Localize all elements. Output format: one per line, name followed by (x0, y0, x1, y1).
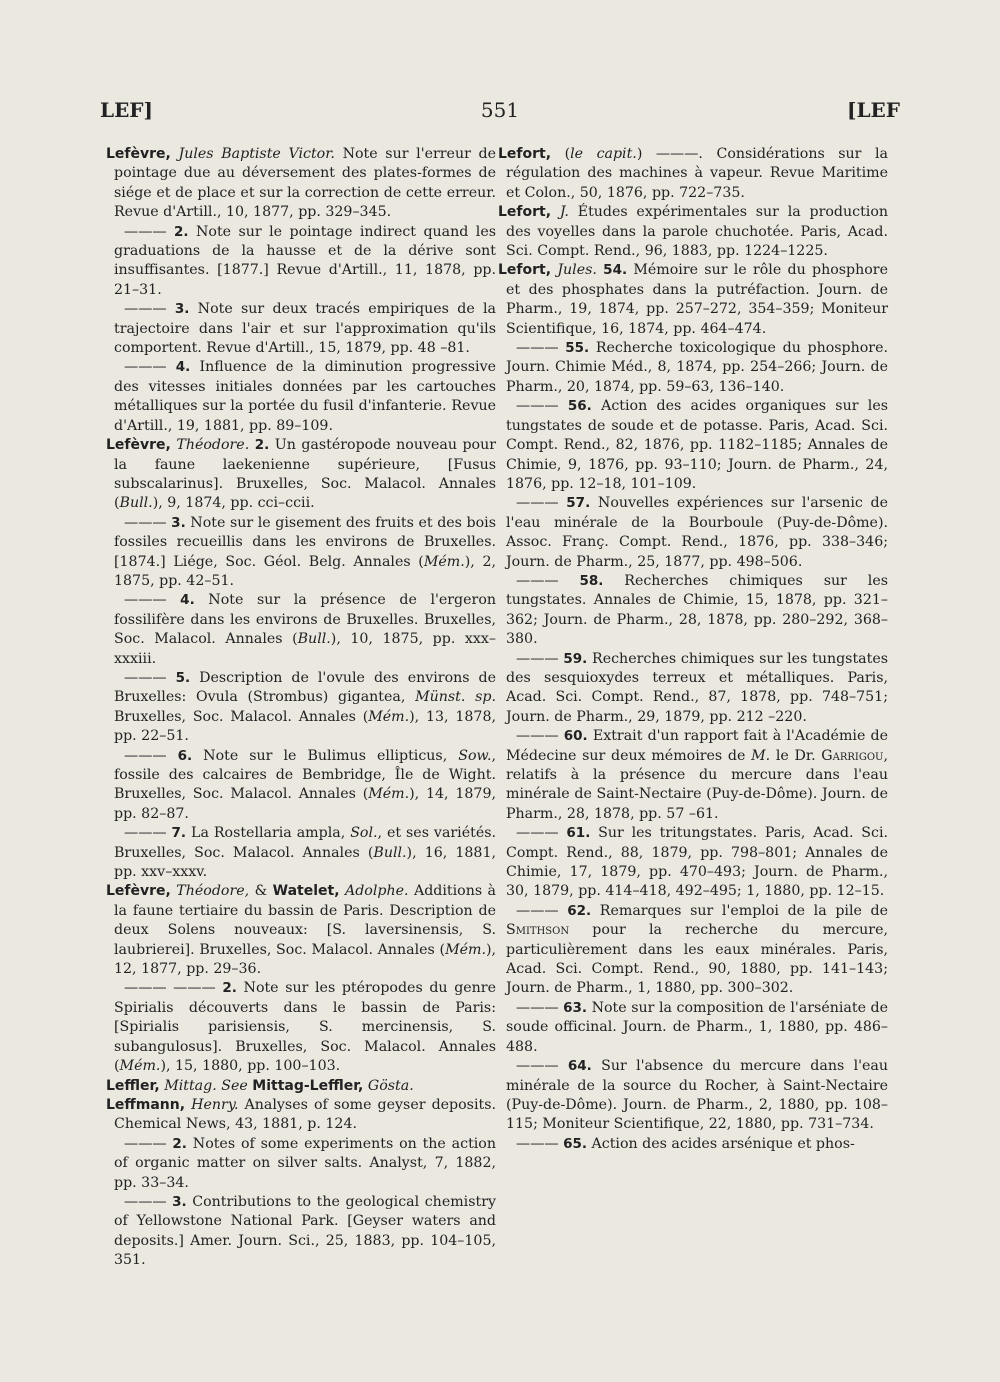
entry-text: ), 14, 1879, pp. 82–87. (114, 786, 496, 822)
entry-text: , et ses variétés. Bruxelles, Soc. Malacol. Annales ( (114, 825, 497, 861)
author-heading: Lefèvre, (106, 146, 171, 162)
bibliography-subentry (106, 1135, 496, 1193)
entry-number: 2. (174, 223, 189, 240)
entry-text: ), 13, 1878, pp. 22–51. (114, 708, 496, 745)
italic-text: le capit. (570, 146, 637, 162)
entry-text: ——— (516, 398, 568, 415)
author-heading: Mittag-Leffler, (252, 1077, 364, 1094)
bibliography-entry (106, 436, 496, 514)
right-column (498, 145, 888, 1154)
entry-text: Un gastéropode nouveau pour la faune laekenienne supérieure, [Fusus subscalarinus]. Bruxelles, Soc. Malacol. Annales ( (114, 437, 497, 512)
bibliography-entry (106, 1096, 496, 1135)
entry-number: 62. (567, 902, 592, 919)
entry-text: ——— (516, 902, 568, 919)
entry-text: ——— (124, 825, 172, 842)
header-left: LEF] (100, 98, 153, 122)
entry-text: Note sur le gisement des fruits et des bois fossiles recueillis dans les environs de Bruxelles. [1874.] Liége, Soc. Géol. Belg. Annales ( (114, 514, 496, 570)
entry-text: & (249, 883, 273, 900)
bibliography-entry (106, 1077, 496, 1096)
bibliography-entry (106, 145, 496, 223)
entry-text: Influence de la diminution progressive des vitesses initiales données par les cartouches métalliques sur la portée du fusil d'infanterie. Revue d'Artill., 19, 1881, pp. 89–109. (114, 359, 496, 434)
entry-text: Notes of some experiments on the action of organic matter on silver salts. Analyst, 7, 1882, pp. 33–34. (114, 1135, 496, 1191)
entry-text: ——— (516, 495, 567, 512)
entry-text: ——— (124, 1193, 173, 1210)
author-heading: Lefèvre, (106, 437, 171, 454)
bibliography-subentry (498, 1135, 888, 1154)
bibliography-subentry (498, 572, 888, 650)
entry-text: ), 15, 1880, pp. 100–103. (160, 1058, 341, 1075)
italic-text: Münst. sp. (415, 689, 496, 706)
entry-text: Note sur la composition de l'arséniate de soude officinal. Journ. de Pharm., 1, 1880, pp. 486–488. (506, 999, 888, 1055)
italic-text: Mém. (423, 553, 465, 570)
entry-number: 2. (222, 980, 237, 997)
entry-number: 55. (565, 340, 590, 357)
small-caps-name: Smithson (506, 922, 570, 939)
left-column (106, 145, 496, 1271)
entry-text: Note sur le pointage indirect quand les graduations de la hausse et de la dérive sont insuffisantes. [1877.] Revue d'Artill., 11, 1878, pp. 21–31. (114, 223, 496, 298)
italic-text: Bull. (119, 495, 153, 512)
entry-text: Bruxelles, Soc. Malacol. Annales ( (114, 708, 369, 725)
entry-number: 5. (175, 669, 191, 686)
bibliography-subentry (498, 902, 888, 999)
entry-text: , relatifs à la présence du mercure dans l'eau minérale de Saint-Nectaire (Puy-de-Dôme). Journ. de Pharm., 28, 1878, pp. 57 –61. (506, 747, 888, 822)
entry-number: 4. (180, 592, 195, 609)
entry-number: 65. (563, 1135, 587, 1152)
entry-text: Note sur le Bulimus ellipticus, (192, 747, 459, 764)
entry-text: ), 16, 1881, pp. xxv–xxxv. (114, 844, 496, 881)
entry-text: ——— (516, 1135, 564, 1152)
author-heading: Lefort, (498, 262, 552, 279)
bibliography-subentry (106, 747, 496, 825)
italic-text: Bull. (297, 631, 331, 648)
entry-number: 3. (172, 1193, 187, 1210)
bibliography-subentry (498, 397, 888, 494)
entry-text: ——— (516, 340, 566, 357)
header-right: [LEF (847, 98, 900, 122)
entry-text: Extrait d'un rapport fait à l'Académie de Médecine sur deux mémoires de (506, 728, 888, 764)
entry-text: ——— (124, 669, 176, 686)
entry-text: Études expérimentales sur la production des voyelles dans la parole chuchotée. Paris, Acad. Sci. Compt. Rend., 96, 1883, pp. 1224–1225. (506, 204, 888, 260)
entry-text (171, 146, 179, 162)
entry-text: Note sur la présence de l'ergeron fossilifère dans les environs de Bruxelles. Bruxelles, Soc. Malacol. Annales ( (114, 592, 496, 648)
bibliography-subentry (498, 1057, 888, 1135)
entry-number: 6. (177, 747, 193, 764)
entry-text (551, 204, 560, 220)
entry-text: ——— (516, 728, 564, 745)
entry-text: Action des acides arsénique et phos- (587, 1135, 855, 1152)
italic-text: Mém. (368, 786, 410, 803)
italic-text: Sol. (350, 825, 378, 842)
entry-text: ), 9, 1874, pp. cci–ccii. (152, 495, 315, 512)
page-number: 551 (480, 98, 520, 122)
italic-text: Bull. (373, 844, 407, 861)
author-heading: Leffmann, (106, 1096, 186, 1113)
entry-text: ( (551, 146, 571, 162)
italic-text: Gösta. (367, 1077, 414, 1094)
entry-text: Additions à la faune tertiaire du bassin de Paris. Description de deux Solens nouveaux: [S. laversinensis, S. laubrierei]. Bruxelles, Soc. Malacol. Annales ( (114, 883, 496, 958)
entry-number: 54. (603, 262, 628, 279)
bibliography-entry (106, 882, 496, 979)
entry-number: 3. (174, 301, 190, 318)
bibliography-subentry (106, 223, 496, 301)
entry-text: le Dr. (770, 747, 822, 764)
bibliography-subentry (498, 650, 888, 728)
italic-text: Jules Baptiste Victor. (178, 146, 335, 162)
entry-text: Mémoire sur le rôle du phosphore et des phosphates dans la putréfaction. Journ. de Pharm., 19, 1874, pp. 257–272, 354–359; Moniteur Scientifique, 16, 1874, pp. 464–474. (506, 262, 888, 337)
bibliography-subentry (498, 727, 888, 824)
bibliography-entry (498, 145, 888, 203)
entry-text: Description de l'ovule des environs de Bruxelles: Ovula (Strombus) gigantea, (114, 669, 496, 706)
entry-text: ——— (124, 223, 175, 240)
entry-text: ——— (516, 572, 580, 589)
entry-number: 2. (172, 1135, 187, 1152)
entry-number: 58. (579, 572, 604, 589)
italic-text: Mém. (119, 1058, 161, 1075)
entry-text: ——— (124, 359, 176, 376)
running-header (0, 98, 1000, 130)
entry-text: ——— (516, 1058, 568, 1075)
entry-text: Recherches chimiques sur les tungstates des sesquioxydes terreux et métalliques. Paris, Acad. Sci. Compt. Rend., 87, 1878, pp. 748–751; Journ. de Pharm., 29, 1879, pp. 212 –220. (506, 650, 889, 725)
italic-text: Théodore, (176, 883, 250, 900)
entry-text: ——— (124, 747, 178, 764)
entry-text: ) ———. Considérations sur la régulation des machines à vapeur. Revue Maritime et Colon., 50, 1876, pp. 722–735. (506, 146, 888, 201)
entry-number: 63. (563, 999, 588, 1016)
bibliography-entry (498, 261, 888, 339)
entry-text: ——— (124, 514, 172, 531)
italic-text: Jules. (557, 262, 597, 279)
bibliography-entry (498, 203, 888, 261)
bibliography-subentry (106, 591, 496, 669)
entry-text: Note sur les ptéropodes du genre Spirialis découverts dans le bassin de Paris: [Spirialis parisiensis, S. mercinensis, S. subangulosus]. Bruxelles, Soc. Malacol. Annales ( (114, 980, 496, 1075)
entry-text: Analyses of some geyser deposits. Chemical News, 43, 1881, p. 124. (114, 1096, 496, 1133)
entry-text: Recherche toxicologique du phosphore. Journ. Chimie Méd., 8, 1874, pp. 254–266; Journ. de Pharm., 20, 1874, pp. 59–63, 136–140. (506, 340, 888, 395)
entry-text: Contributions to the geological chemistry of Yellowstone National Park. [Geyser waters and deposits.] Amer. Journ. Sci., 25, 1883, pp. 104–105, 351. (114, 1193, 496, 1269)
entry-text: ——— (124, 1135, 173, 1152)
bibliography-subentry (106, 824, 496, 882)
entry-text: ), 10, 1875, pp. xxx–xxxiii. (114, 631, 496, 667)
bibliography-subentry (106, 300, 496, 358)
entry-text: Nouvelles expériences sur l'arsenic de l'eau minérale de la Bourboule (Puy-de-Dôme). Assoc. Franç. Compt. Rend., 1876, pp. 338–346; Journ. de Pharm., 25, 1877, pp. 498–506. (506, 495, 889, 570)
author-heading: Leffler, (106, 1077, 160, 1094)
entry-number: 2. (254, 437, 270, 454)
italic-text: Mém. (445, 941, 486, 958)
entry-text: ——— (516, 825, 567, 842)
entry-number: 61. (566, 825, 591, 842)
entry-text: ——— (124, 301, 175, 318)
entry-text: Remarques sur l'emploi de la pile de (591, 902, 888, 919)
author-heading: Lefort, (498, 204, 552, 221)
bibliography-subentry (498, 999, 888, 1057)
bibliography-subentry (498, 339, 888, 397)
entry-text: La Rostellaria ampla, (186, 825, 351, 842)
italic-text: M. (751, 747, 771, 764)
entry-text: Note sur l'erreur de pointage due au déversement des plates-formes de siége et de place et sur la correction de cette erreur. Revue d'Artill., 10, 1877, pp. 329–345. (114, 146, 497, 221)
entry-number: 64. (567, 1058, 592, 1075)
entry-text: ), 2, 1875, pp. 42–51. (114, 553, 496, 589)
entry-text: Action des acides organiques sur les tungstates de soude et de potasse. Paris, Acad. Sci. Compt. Rend., 82, 1876, pp. 1182–1185; Annales de Chimie, 9, 1876, pp. 93–110; Journ. de Pharm., 24, 1876, pp. 12–18, 101–109. (506, 398, 889, 492)
entry-text: pour la recherche du mercure, particulièrement dans les eaux minérales. Paris, Acad. Sci. Compt. Rend., 90, 1880, pp. 141–143; Journ. de Pharm., 1, 1880, pp. 300–302. (506, 922, 888, 997)
entry-number: 7. (171, 825, 187, 842)
italic-text: Mém. (368, 708, 410, 725)
author-heading: Lefèvre, (106, 883, 171, 900)
bibliography-subentry (106, 1193, 496, 1271)
entry-number: 57. (566, 495, 591, 512)
italic-text: Théodore. (176, 437, 250, 454)
entry-number: 59. (563, 650, 588, 667)
entry-text: ——— (124, 592, 181, 609)
entry-text: Note sur deux tracés empiriques de la trajectoire dans l'air et sur l'approximation qu'ils comportent. Revue d'Artill., 15, 1879, pp. 48 –81. (114, 301, 496, 357)
small-caps-name: Garrigou (821, 747, 884, 764)
entry-number: 56. (567, 398, 592, 415)
entry-text: ), 12, 1877, pp. 29–36. (114, 941, 496, 978)
author-heading: Watelet, (272, 883, 340, 900)
bibliography-subentry (106, 669, 496, 747)
entry-text: , fossile des calcaires de Bembridge, Île de Wight. Bruxelles, Soc. Malacol. Annales ( (114, 747, 496, 803)
entry-text: ——— (516, 650, 564, 667)
entry-text: Sur les tritungstates. Paris, Acad. Sci. Compt. Rend., 88, 1879, pp. 798–801; Annales de Chimie, 17, 1879, pp. 470–493; Journ. de Pharm., 30, 1879, pp. 414–418, 492–495; 1, 1880, pp. 12–15. (506, 825, 888, 900)
bibliography-subentry (106, 514, 496, 592)
bibliography-subentry (498, 494, 888, 572)
italic-text: Henry. (191, 1096, 239, 1113)
italic-text: Adolphe. (344, 883, 409, 900)
italic-text: J. (559, 204, 569, 221)
italic-text: Mittag. See (164, 1077, 248, 1094)
author-heading: Lefort, (498, 146, 552, 162)
bibliography-subentry (106, 358, 496, 436)
entry-text: ——— (516, 999, 564, 1016)
entry-number: 4. (175, 359, 191, 376)
entry-number: 3. (171, 514, 186, 531)
entry-text: ——— ——— (124, 980, 223, 997)
bibliography-subentry (498, 824, 888, 902)
bibliography-subentry (106, 979, 496, 1076)
entry-number: 60. (563, 728, 588, 745)
entry-text: Recherches chimiques sur les tungstates. Annales de Chimie, 15, 1878, pp. 321–362; Journ. de Pharm., 28, 1878, pp. 280–292, 368–380. (506, 572, 889, 648)
entry-text: Sur l'absence du mercure dans l'eau minérale de la source du Rocher, à Saint-Nectaire (Puy-de-Dôme). Journ. de Pharm., 2, 1880, pp. 108–115; Moniteur Scientifique, 22, 1880, pp. 731–734. (506, 1058, 888, 1133)
italic-text: Sow. (458, 747, 492, 764)
